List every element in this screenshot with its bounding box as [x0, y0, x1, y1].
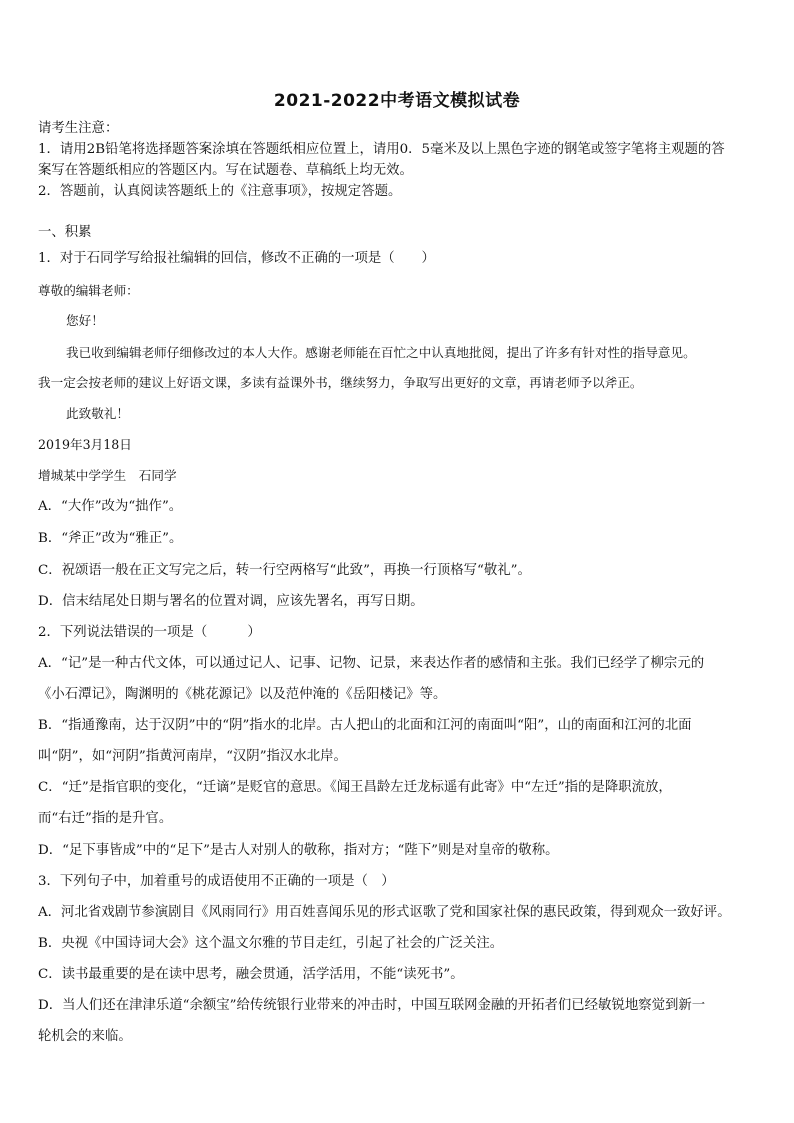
q2-stem: 2．下列说法错误的一项是（ ） — [38, 625, 261, 640]
notice-item-1: 1．请用2B铅笔将选择题答案涂填在答题纸相应位置上，请用0．5毫米及以上黑色字迹的钢笔或签字笔将主观题的答 — [38, 142, 725, 157]
notice-item-1-cont: 案写在答题纸相应的答题区内。写在试题卷、草稿纸上均无效。 — [38, 163, 413, 178]
letter-date: 2019年3月18日 — [38, 437, 132, 452]
letter-signature: 增城某中学学生 石同学 — [38, 468, 177, 483]
letter-body-1: 我已收到编辑老师仔细修改过的本人大作。感谢老师能在百忙之中认真地批阅，提出了许多有针对性的指导意见。 — [66, 345, 696, 360]
q2-option-c: C．“迁”是指官职的变化，“迁谪”是贬官的意思。《闻王昌龄左迁龙标遥有此寄》中“左迁”指的是降职流放， — [38, 780, 672, 795]
letter-salutation: 尊敬的编辑老师： — [38, 283, 139, 298]
q1-option-c: C．祝颂语一般在正文写完之后，转一行空两格写“此致”，再换一行顶格写“敬礼”。 — [38, 563, 531, 578]
exam-title: 2021-2022中考语文模拟试卷 — [273, 91, 521, 111]
q1-option-a: A．“大作”改为“拙作”。 — [38, 499, 183, 514]
letter-closing: 此致敬礼！ — [66, 406, 129, 421]
section-heading: 一、积累 — [38, 225, 92, 240]
q2-option-d: D．“足下事皆成”中的“足下”是古人对别人的敬称，指对方；“陛下”则是对皇帝的敬称。 — [38, 843, 559, 858]
q2-option-a: A．“记”是一种古代文体，可以通过记人、记事、记物、记景，来表达作者的感情和主张。我们已经学了柳宗元的 — [38, 656, 705, 671]
letter-greeting: 您好！ — [66, 313, 104, 328]
q3-option-a: A．河北省戏剧节参演剧目《风雨同行》用百姓喜闻乐见的形式讴歌了党和国家社保的惠民政策，得到观众一致好评。 — [38, 905, 731, 920]
q3-option-d: D．当人们还在津津乐道“余额宝”给传统银行业带来的冲击时，中国互联网金融的开拓者们已经敏锐地察觉到新一 — [38, 998, 706, 1013]
q1-option-d: D．信末结尾处日期与署名的位置对调，应该先署名，再写日期。 — [38, 594, 424, 609]
q1-stem: 1．对于石同学写给报社编辑的回信，修改不正确的一项是（ ） — [38, 251, 435, 266]
notice-item-2: 2．答题前，认真阅读答题纸上的《注意事项》，按规定答题。 — [38, 184, 402, 199]
q1-option-b: B．“斧正”改为“雅正”。 — [38, 531, 183, 546]
q3-option-c: C．读书最重要的是在读中思考，融会贯通，活学活用，不能“读死书”。 — [38, 967, 464, 982]
q3-option-b: B．央视《中国诗词大会》这个温文尔雅的节目走红，引起了社会的广泛关注。 — [38, 936, 504, 951]
q3-stem: 3．下列句子中，加着重号的成语使用不正确的一项是（ ） — [38, 874, 395, 889]
q2-option-a-cont: 《小石潭记》，陶渊明的《桃花源记》以及范仲淹的《岳阳楼记》等。 — [38, 687, 447, 702]
notice-heading: 请考生注意： — [38, 121, 119, 136]
letter-body-2: 我一定会按老师的建议上好语文课，多读有益课外书，继续努力，争取写出更好的文章，再请老师予以斧正。 — [38, 375, 643, 390]
q2-option-c-cont: 而“右迁”指的是升官。 — [38, 811, 173, 826]
q3-option-d-cont: 轮机会的来临。 — [38, 1029, 132, 1044]
q2-option-b-cont: 叫“阴”，如“河阴”指黄河南岸，“汉阴”指汉水北岸。 — [38, 749, 347, 764]
q2-option-b: B．“指通豫南，达于汉阴”中的“阴”指水的北岸。古人把山的北面和江河的南面叫“阳”，山的南面和江河的北面 — [38, 718, 692, 733]
